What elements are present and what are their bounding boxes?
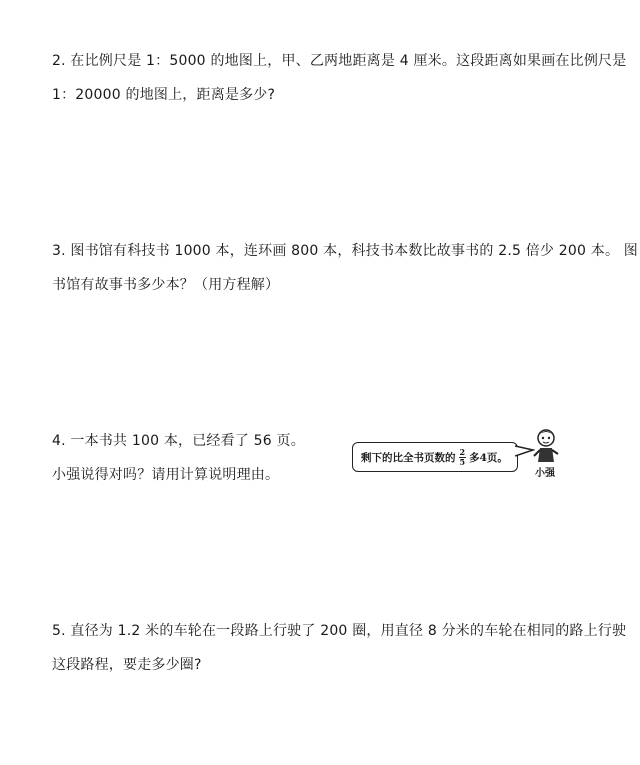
question-2-line-2: 1：20000 的地图上，距离是多少?	[52, 87, 276, 103]
question-3-line-1: 3. 图书馆有科技书 1000 本，连环画 800 本，科技书本数比故事书的 2.5 倍少 200 本。 图	[52, 243, 638, 259]
fraction-denominator: 5	[459, 456, 466, 467]
question-2	[52, 44, 627, 112]
fraction-numerator: 2	[459, 446, 466, 457]
question-2-line-1: 2. 在比例尺是 1：5000 的地图上，甲、乙两地距离是 4 厘米。这段距离如果画在比例尺是	[52, 53, 627, 69]
question-3-line-2: 书馆有故事书多少本？（用方程解）	[52, 277, 280, 293]
question-4-line-2: 小强说得对吗？请用计算说明理由。	[52, 467, 280, 483]
speech-illustration	[352, 428, 562, 484]
speech-text-after: 多4页。	[469, 451, 508, 464]
question-5-line-2: 这段路程，要走多少圈?	[52, 657, 202, 673]
speech-text-before: 剩下的比全书页数的	[361, 451, 456, 464]
question-5-line-1: 5. 直径为 1.2 米的车轮在一段路上行驶了 200 圈，用直径 8 分米的车轮在相同的路上行驶	[52, 623, 627, 639]
question-3	[52, 234, 638, 302]
speech-bubble	[352, 442, 518, 472]
speaker-name: 小强	[535, 468, 555, 479]
fraction	[459, 448, 467, 467]
question-5	[52, 614, 627, 682]
boy-figure-icon	[532, 428, 560, 464]
question-4-line-1: 4. 一本书共 100 本，已经看了 56 页。	[52, 433, 305, 449]
